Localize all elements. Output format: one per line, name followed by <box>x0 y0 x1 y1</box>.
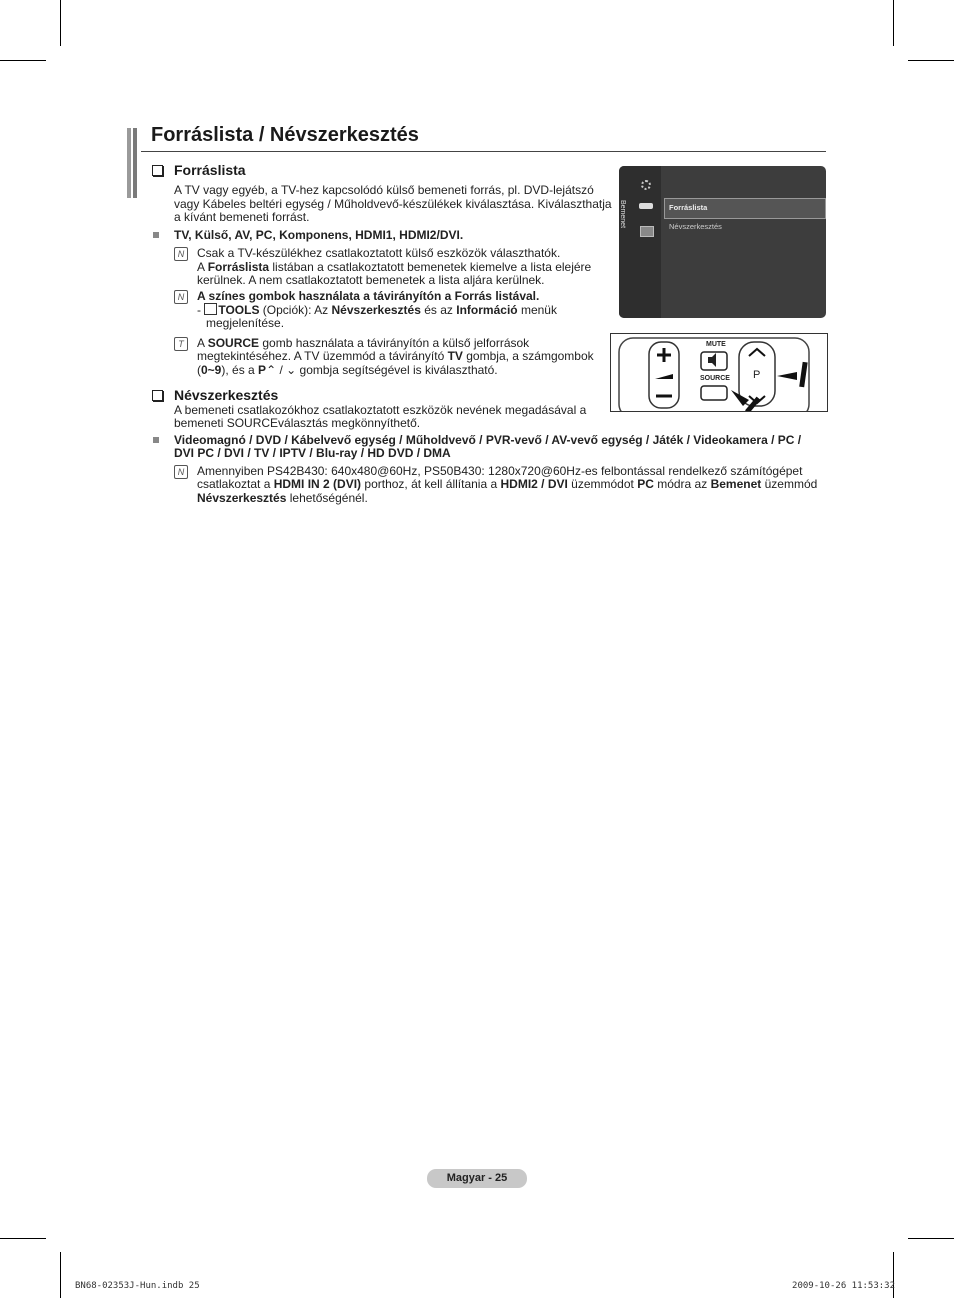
crop-mark <box>908 60 954 61</box>
crop-mark <box>60 0 61 46</box>
menu-sidebar <box>619 166 661 318</box>
title-accent-bar <box>127 128 131 198</box>
tools-icon <box>204 303 217 315</box>
page-number-badge: Magyar - 25 <box>427 1169 527 1188</box>
menu-sidebar-label: Bemenet <box>619 200 626 229</box>
menu-item-forraslista: Forráslista <box>669 203 708 212</box>
note2-line: A színes gombok használata a távirányítón a Forrás listával. <box>197 289 540 303</box>
bullet-square-icon <box>153 232 159 238</box>
osd-menu-screenshot <box>619 166 826 318</box>
section2-note-line: Névszerkesztés lehetőségénél. <box>197 491 368 505</box>
section-heading-nevszerkesztes: Névszerkesztés <box>174 387 279 403</box>
source-label: SOURCE <box>700 375 730 382</box>
chevron-up-icon: ⌃ <box>266 363 277 377</box>
section2-note-line: Amennyiben PS42B430: 640x480@60Hz, PS50B430: 1280x720@60Hz-es felbontással rendelkező számítógépet <box>197 464 803 478</box>
input-icon <box>639 203 653 209</box>
chevron-down-icon: ⌄ <box>286 363 297 377</box>
note1-line: kerülnek. A nem csatlakoztatott bemenetek a lista aljára kerülnek. <box>197 273 545 287</box>
note3-line: megtekintéséhez. A TV üzemmód a távirányító TV gombja, a számgombok <box>197 349 594 363</box>
note3-line: (0~9), és a P⌃ / ⌄ gombja segítségével is kiválasztható. <box>197 363 498 377</box>
gear-icon <box>641 180 651 190</box>
checkbox-icon <box>152 165 163 176</box>
mute-label: MUTE <box>706 341 726 348</box>
note-icon: N <box>174 465 188 479</box>
section1-intro-line: vagy Kábeles beltéri egység / Műholdvevő-készülékek kiválasztása. Kiválaszthatja <box>174 197 612 211</box>
crop-mark <box>908 1238 954 1239</box>
section2-bullet: Videomagnó / DVD / Kábelvevő egység / Műholdvevő / PVR-vevő / AV-vevő egység / Játék / Videokamera / PC / <box>174 433 802 447</box>
section2-intro-line: bemeneti SOURCEválasztás megkönnyíthető. <box>174 416 421 430</box>
crop-mark <box>893 0 894 46</box>
note-icon: N <box>174 290 188 304</box>
section2-note-line: csatlakoztat a HDMI IN 2 (DVI) porthoz, át kell állítania a HDMI2 / DVI üzemmódot PC módra az Bemenet üzemmód <box>197 477 818 491</box>
crop-mark <box>893 1252 894 1298</box>
page-title: Forráslista / Névszerkesztés <box>151 124 419 146</box>
section1-intro-line: a kívánt bemeneti forrást. <box>174 210 310 224</box>
imprint-right: 2009-10-26 11:53:32 <box>792 1281 895 1291</box>
note2-line: - TOOLS (Opciók): Az Névszerkesztés és az Információ menük <box>197 303 557 317</box>
note-icon: N <box>174 247 188 261</box>
crop-mark <box>0 1238 46 1239</box>
note3-line: A SOURCE gomb használata a távirányítón a külső jelforrások <box>197 336 530 350</box>
section-heading-forraslista: Forráslista <box>174 162 246 178</box>
crop-mark <box>60 1252 61 1298</box>
app-icon <box>640 226 654 237</box>
section1-bullet: TV, Külső, AV, PC, Komponens, HDMI1, HDMI2/DVI. <box>174 228 464 242</box>
section2-intro-line: A bemeneti csatlakozókhoz csatlakoztatott eszközök nevének megadásával a <box>174 403 587 417</box>
p-label: P <box>753 369 761 381</box>
remote-note-icon: T <box>174 337 188 351</box>
section1-intro-line: A TV vagy egyéb, a TV-hez kapcsolódó külső bemeneti forrás, pl. DVD-lejátszó <box>174 183 594 197</box>
section2-bullet: DVI PC / DVI / TV / IPTV / Blu-ray / HD DVD / DMA <box>174 446 451 460</box>
checkbox-icon <box>152 390 163 401</box>
remote-illustration <box>610 333 828 412</box>
title-accent-bar <box>133 128 137 198</box>
crop-mark <box>0 60 46 61</box>
bullet-square-icon <box>153 437 159 443</box>
note1-line: Csak a TV-készülékhez csatlakoztatott külső eszközök választhatók. <box>197 246 561 260</box>
note2-line: megjelenítése. <box>206 316 285 330</box>
title-rule <box>141 151 826 152</box>
note1-line: A Forráslista listában a csatlakoztatott bemenetek kiemelve a lista elejére <box>197 260 592 274</box>
imprint-left: BN68-02353J-Hun.indb 25 <box>75 1281 200 1291</box>
menu-item-nevszerkesztes: Névszerkesztés <box>669 222 722 231</box>
